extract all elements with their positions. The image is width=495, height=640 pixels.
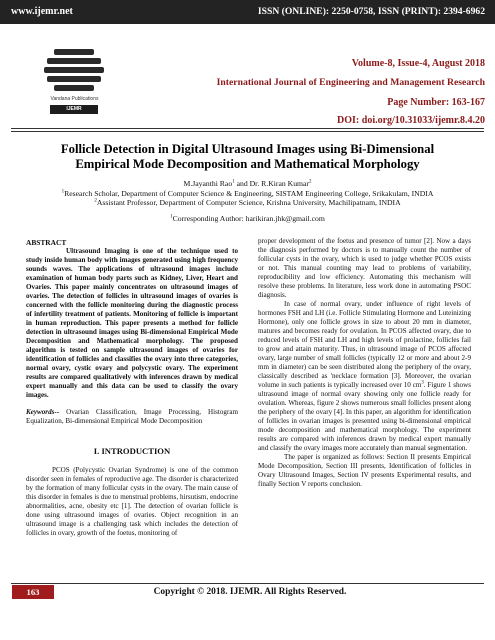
doi-link[interactable]: DOI: doi.org/10.31033/ijemr.8.4.20 [337,115,485,126]
volume-issue: Volume-8, Issue-4, August 2018 [351,58,485,69]
page-number-badge: 163 [12,585,54,599]
issn-info: ISSN (ONLINE): 2250-0758, ISSN (PRINT): 2394-6962 [257,6,485,17]
left-column [26,238,238,538]
author-names: M.Jayanthi Rao$^1$ and Dr. R.Kiran Kumar$^2$ [183,179,312,188]
abstract-body: Ultrasound Imaging is one of the technique used to study inside human body with images generated using high frequency sounds waves. The applications of ultrasound images include examination of human body parts such as Kidney, Liver, Heart and Ovaries. This paper mainly concentrates on ultrasound images of ovaries. The detection of follicles in ultrasound images of ovaries is concerned with the follicle monitoring during the diagnostic process of infertility treatment of patients. Monitoring of follicle is important in human reproduction. This paper presents a method for follicle detection in ultrasound images using Bi-dimensional Empirical Mode Decomposition and Mathematical morphology. The proposed algorithm is tested on sample ultrasound images of ovaries for identification of follicles and classifies the ovary into three categories, normal ovary, cystic ovary and polycystic ovary. The experiment results are compared qualitatively with inferences drawn by medical expert manually and this data can be used to classify the ovary images. [26,247,238,399]
corresponding-author: $^1$Corresponding Author: harikiran.jhk@gmail.com [170,214,325,223]
header-divider [11,131,484,132]
affiliation-2: $^2$Assistant Professor, Department of Computer Science, Krishna University, Machilipatnam, INDIA [94,198,401,207]
right-column [258,237,471,489]
header-divider [11,128,484,129]
publisher-logo [32,47,117,121]
keywords: Keywords-- Ovarian Classification, Image Processing, Histogram Equalization, Bi-dimensional Empirical Mode Decomposition [26,408,238,425]
footer-divider [11,583,484,584]
copyright-notice: Copyright © 2018. IJEMR. All Rights Reserved. [153,587,347,597]
body-paragraph: proper development of the foetus and presence of tumor [2]. Now a days the diagnosis performed by doctors is to manually count the number of follicular cysts in the ovary, which is used to judge whether PCOS exists or not. This manual counting may lead to problems of variability, reproducibility and low efficiency. Automating this mechanism will resolve these problems. In literature, less work done in automating PSOC diagnosis. [258,237,471,299]
paper-title-line-2: Empirical Mode Decomposition and Mathematical Morphology [75,157,420,171]
logo-graphic [42,47,106,93]
journal-name: International Journal of Engineering and Management Research [216,77,485,88]
page-numbers: Page Number: 163-167 [387,97,485,108]
journal-abbrev-tag: IJEMR [50,105,98,114]
intro-paragraph: PCOS (Polycystic Ovarian Syndrome) is one of the common disorder seen in females of reproductive age. The disorder is characterized by the formation of many follicular cysts in the ovary. The main cause of this disorder in females is due to menstrual problems, hirsutism, endocrine abnormalities, acne, obesity etc [1]. The detection of ovarian follicle is done using ultrasound images of ovaries. Object recognition in an ultrasound image is a challenging task which includes the detection of follicles in ovary, growth of the foetus, monitoring of [26,466,238,537]
body-paragraph: The paper is organized as follows: Section II presents Empirical Mode Decomposition, Section III presents, Identification of follicles in Ovary Ultrasound Images, Section IV presents Experimental results, and finally Section V reports conclusion. [258,453,471,488]
section-heading-introduction: I. INTRODUCTION [93,446,171,456]
body-paragraph: In case of normal ovary, under influence of right levels of hormones FSH and LH (i.e. Follicle Stimulating Hormone and Luteinizing Hormone), only one follicle grows in size to about 20 mm in diameter, matures and becomes ready for ovulation. In PCOS affected ovary, due to reduced levels of FSH and LH and high levels of prolactine, follicles fail to grow and attain maturity. Thus, in ultrasound image of PCOS affected ovary, large number of small follicles (typically 12 or more and about 2-9 mm in diameter) can be seen distributed along the periphery of the ovary, classically described as 'necklace formation [3]. Moreover, the ovarian volume in such patients is typically increased over 10 $cm^3$. Figure 1 shows ultrasound image of normal ovary showing only one follicle ready for ovulation. Whereas, figure 2 shows numerous small follicles present along the periphery of the ovary [4]. In this paper, an algorithm for identification of follicles in ovarian images is presented using bi-dimensional empirical mode decomposition and mathematical morphology. The experiment results are compared with inferences drawn by medical expert manually and classify the ovary images more accurately than manual segmentation. [258,300,471,452]
abstract-heading: ABSTRACT [26,238,67,247]
paper-title-line-1: Follicle Detection in Digital Ultrasound Images using Bi-Dimensional [60,142,435,156]
publisher-name: Vandana Publications [50,96,99,102]
journal-header-bar [0,0,495,24]
affiliation-1: $^1$Research Scholar, Department of Computer Science & Engineering, SISTAM Engineering College, Srikakulam, INDIA [61,189,434,198]
journal-website: www.ijemr.net [11,6,73,17]
